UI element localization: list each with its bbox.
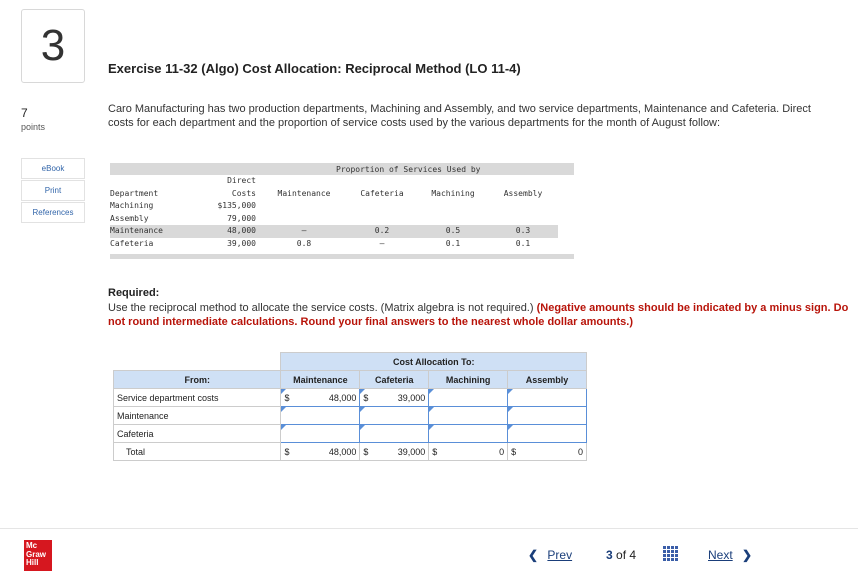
row-dept: Maintenance [110,225,200,238]
exercise-title: Exercise 11-32 (Algo) Cost Allocation: Reciprocal Method (LO 11-4) [108,61,521,76]
row-label-total: Total [114,443,281,461]
value: 0 [499,446,505,457]
grid-icon[interactable] [663,546,678,561]
required-heading: Required: [108,287,160,299]
cell [488,213,558,226]
alloc-col-assembly: Assembly [508,371,587,389]
row-label-service-costs: Service department costs [114,389,281,407]
row-label-cafeteria: Cafeteria [114,425,281,443]
total-pages: 4 [629,548,637,562]
cell: 0.8 [296,238,312,248]
prev-label: Prev [547,548,573,562]
currency-sign: $ [284,392,290,403]
footer-divider [0,528,858,529]
side-links [21,158,85,224]
chevron-right-icon: ❯ [742,548,753,562]
cell: – [262,225,346,238]
total-maintenance [281,443,360,461]
value: 39,000 [397,392,426,403]
prev-button[interactable] [528,548,572,562]
costs-header: Costs [231,188,256,198]
logo-line: Graw [26,549,47,559]
row-label-maintenance: Maintenance [114,407,281,425]
sdc-maintenance-input[interactable] [281,389,360,407]
cell [418,213,488,226]
currency-sign: $ [511,446,517,457]
cell [262,213,346,226]
cost-allocation-header: Cost Allocation To: [281,353,587,371]
total-machining [429,443,508,461]
cell [262,200,346,213]
maint-maintenance-input[interactable] [281,407,360,425]
table-footer-band [110,254,574,259]
cell [418,200,488,213]
cell: 0.5 [418,225,488,238]
mcgraw-hill-logo [24,540,52,571]
maint-machining-input[interactable] [429,407,508,425]
required-bold: (Negative amounts should be indicated by a minus sign. Do not round intermediate calculations. Round your final answers to the nearest whole dollar amounts.) [108,302,849,328]
row-cost: 39,000 [227,238,256,248]
value: 48,000 [328,446,357,457]
col-maintenance: Maintenance [277,188,331,198]
cell [346,213,418,226]
current-page: 3 [606,548,613,562]
required-instruction: Use the reciprocal method to allocate the service costs. (Matrix algebra is not required.) [108,302,537,314]
logo-line: Mc [26,541,38,550]
value: 0 [577,446,583,457]
row-cost: 48,000 [200,225,262,238]
question-number: 3 [21,9,85,83]
alloc-col-cafeteria: Cafeteria [360,371,429,389]
allocation-table [113,352,587,461]
direct-header-1: Direct [227,176,256,185]
currency-sign: $ [363,446,369,457]
caf-machining-input[interactable] [429,425,508,443]
references-link[interactable]: References [21,202,85,223]
cell: 0.1 [515,238,531,248]
cell [346,200,418,213]
col-assembly: Assembly [503,188,543,198]
print-link[interactable]: Print [21,180,85,201]
sdc-machining-input[interactable] [429,389,508,407]
row-dept: Machining [110,201,154,210]
logo-line: Hill [26,558,39,567]
cell: 0.3 [488,225,558,238]
alloc-col-machining: Machining [429,371,508,389]
col-cafeteria: Cafeteria [360,188,404,198]
caf-maintenance-input[interactable] [281,425,360,443]
of-label: of [616,548,627,562]
required-text [108,301,854,329]
next-label: Next [708,548,733,562]
next-button[interactable] [708,548,752,562]
sdc-assembly-input[interactable] [508,389,587,407]
proportion-header: Proportion of Services Used by [336,165,481,174]
currency-sign: $ [432,446,438,457]
page-indicator [606,548,636,562]
row-cost: 79,000 [227,213,256,223]
cost-grid [110,175,574,250]
value: 48,000 [328,392,357,403]
points-label: points [21,122,46,132]
sdc-cafeteria-input[interactable] [360,389,429,407]
ebook-link[interactable]: eBook [21,158,85,179]
caf-assembly-input[interactable] [508,425,587,443]
cell: 0.1 [445,238,461,248]
cost-data-table [110,163,574,259]
caf-cafeteria-input[interactable] [360,425,429,443]
points-value: 7 [21,106,28,120]
row-dept: Cafeteria [110,238,154,248]
maint-assembly-input[interactable] [508,407,587,425]
col-machining: Machining [431,188,475,198]
total-assembly [508,443,587,461]
alloc-col-maintenance: Maintenance [281,371,360,389]
cell: – [379,238,385,248]
currency-sign: $ [284,446,290,457]
cell [488,200,558,213]
value: 39,000 [397,446,426,457]
from-header: From: [114,371,281,389]
total-cafeteria [360,443,429,461]
maint-cafeteria-input[interactable] [360,407,429,425]
row-cost: $135,000 [217,201,256,210]
row-dept: Assembly [110,213,149,223]
cell: 0.2 [346,225,418,238]
department-header: Department [110,188,159,198]
chevron-left-icon: ❮ [528,548,539,562]
currency-sign: $ [363,392,369,403]
intro-text: Caro Manufacturing has two production departments, Machining and Assembly, and two service departments, Maintenance and Cafeteria. Direct costs for each department and the proportion of service costs used by the various departments for the month of August follow: [108,103,811,129]
